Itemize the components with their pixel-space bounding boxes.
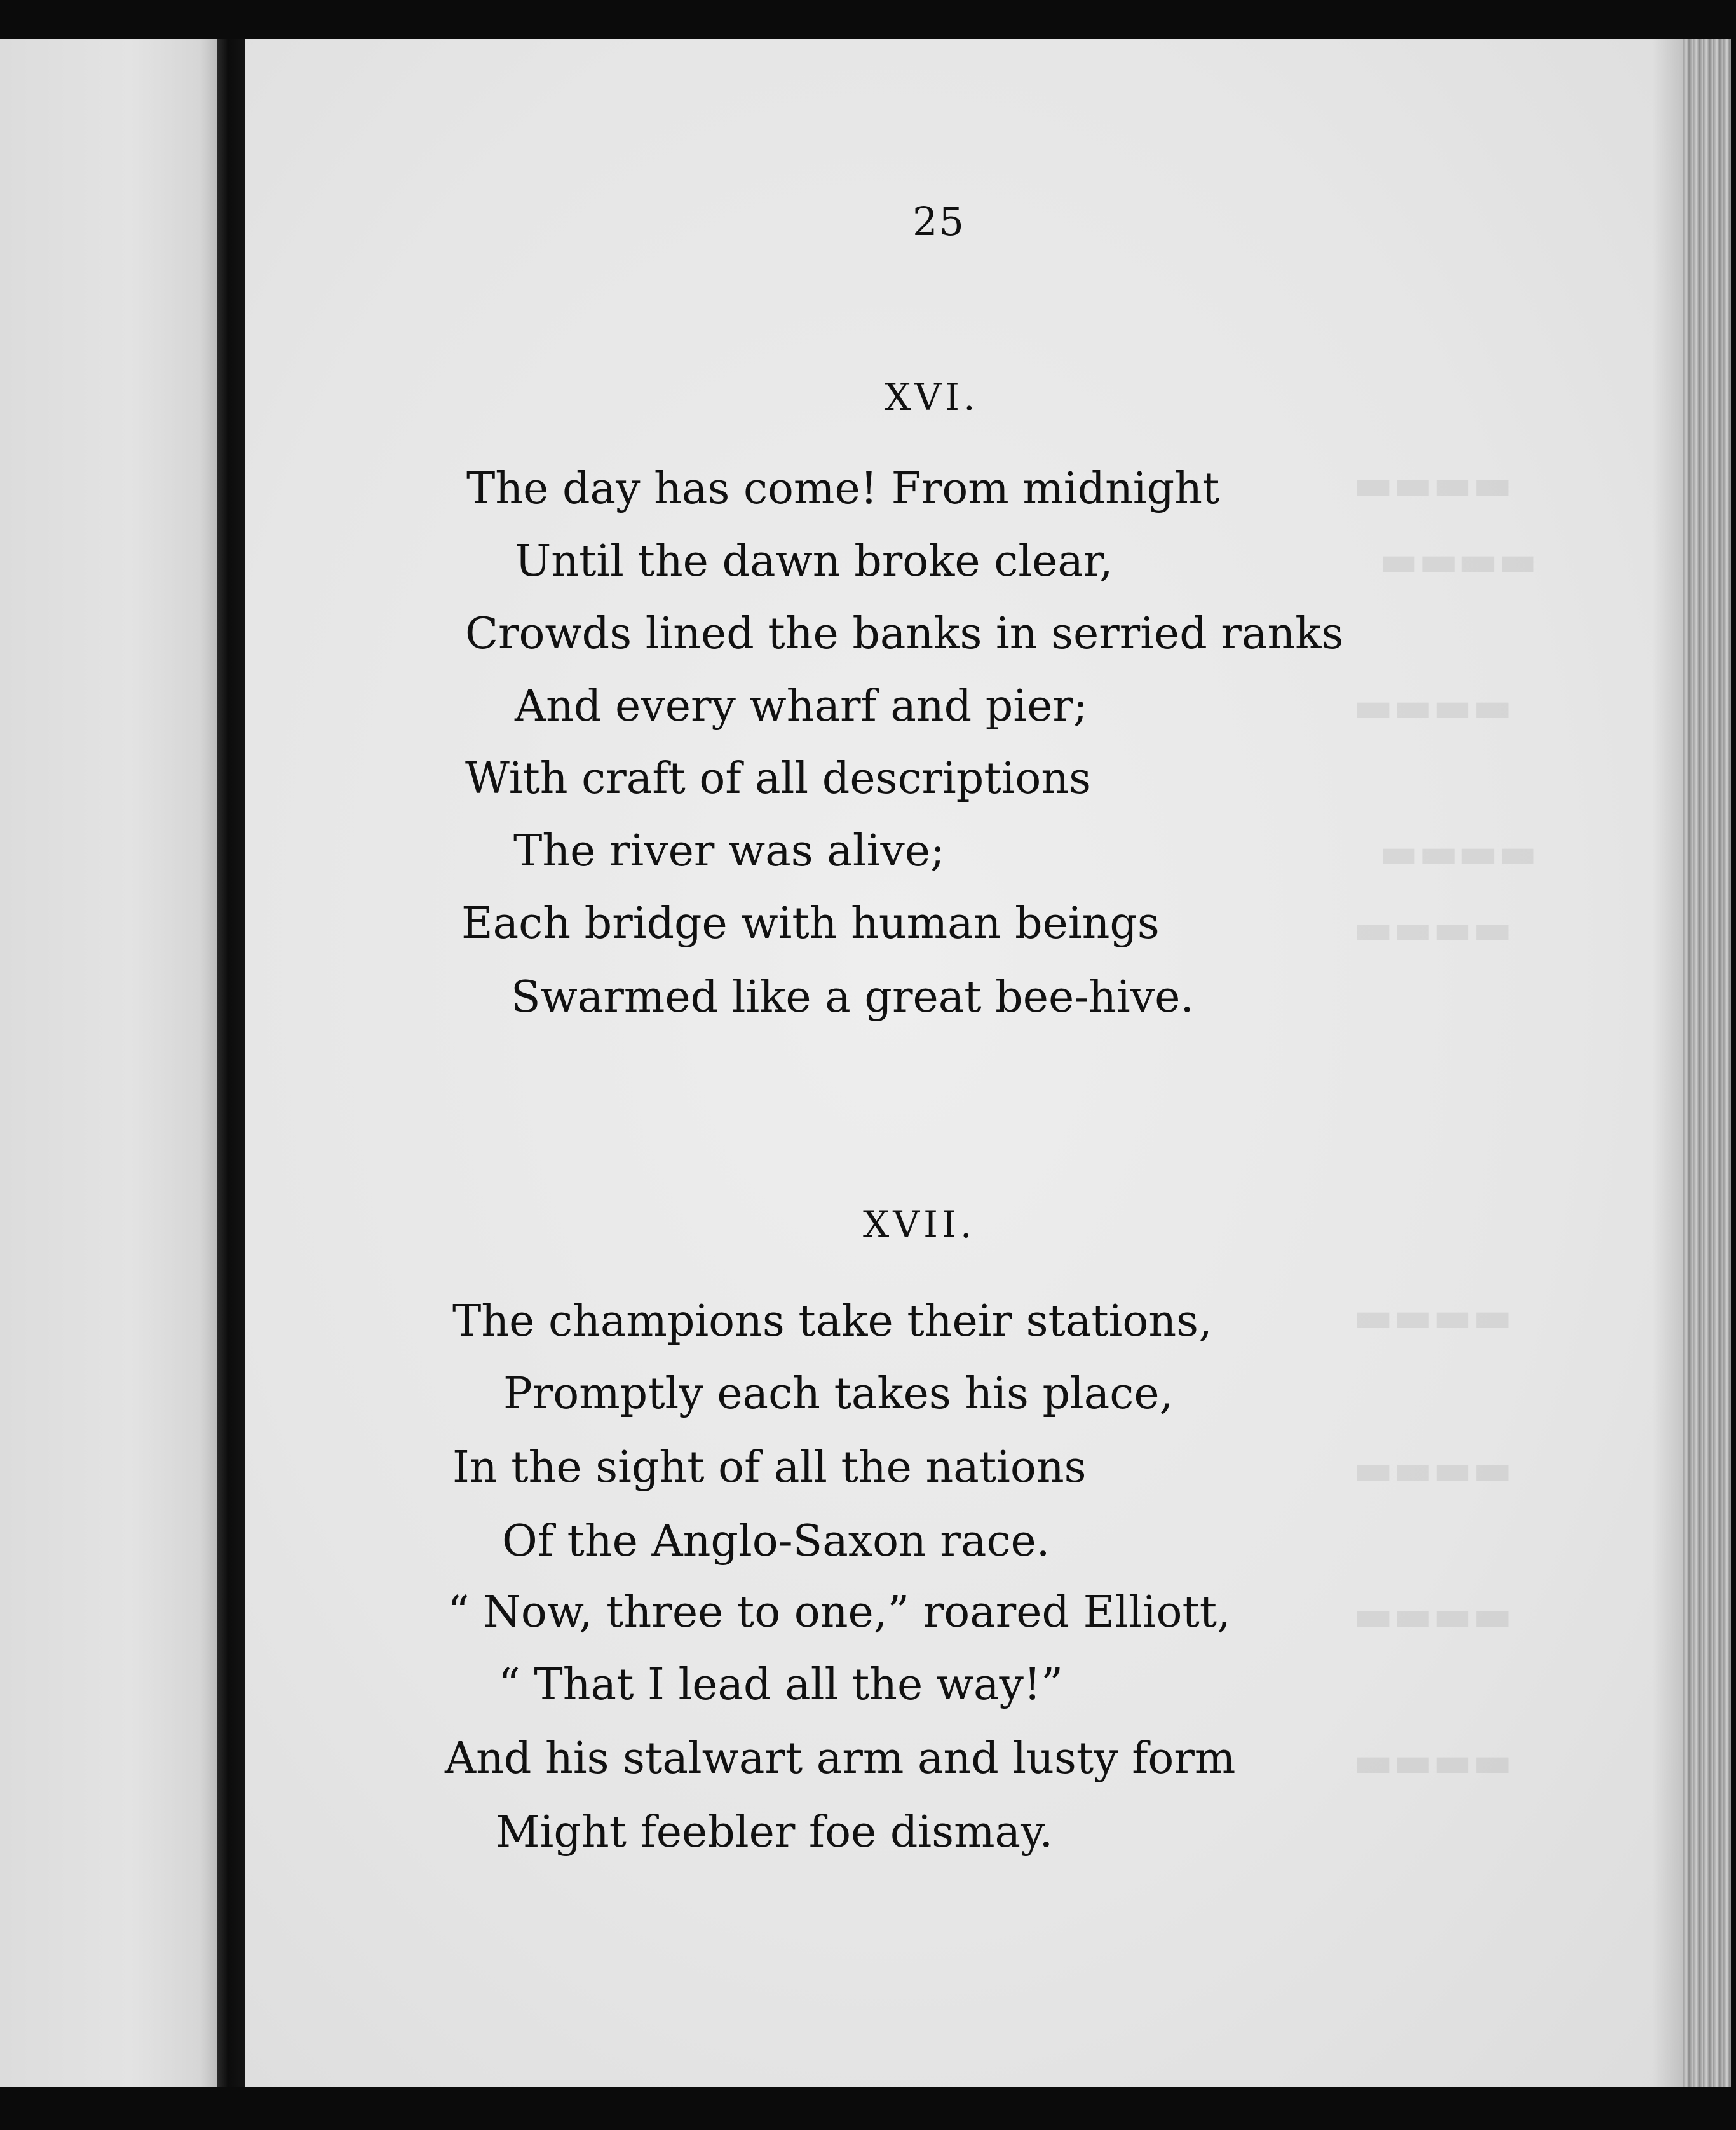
poem-line: “ That I lead all the way!” xyxy=(498,1660,1064,1710)
poem-line: Of the Anglo-Saxon race. xyxy=(502,1516,1050,1566)
poem-line: Promptly each takes his place, xyxy=(503,1369,1174,1419)
poem-line: Swarmed like a great bee-hive. xyxy=(511,972,1194,1022)
page-edges xyxy=(1683,39,1731,2087)
poem-line: And his stalwart arm and lusty form xyxy=(445,1733,1236,1784)
poem-line: Until the dawn broke clear, xyxy=(515,536,1113,587)
stanza-numeral: XVI. xyxy=(885,376,979,419)
book-gutter xyxy=(217,39,245,2087)
poem-line: Crowds lined the banks in serried ranks xyxy=(465,609,1344,659)
poem-line: With craft of all descriptions xyxy=(465,754,1092,804)
page-shadow xyxy=(1652,39,1683,2087)
poem-line: Might feebler foe dismay. xyxy=(496,1807,1054,1857)
page-number: 25 xyxy=(912,198,965,245)
poem-line: Each bridge with human beings xyxy=(461,899,1160,949)
poem-line: The river was alive; xyxy=(513,826,945,876)
poem-line: In the sight of all the nations xyxy=(452,1442,1087,1493)
facing-page-left xyxy=(0,39,217,2087)
poem-line: “ Now, three to one,” roared Elliott, xyxy=(447,1587,1231,1638)
poem-line: And every wharf and pier; xyxy=(515,681,1088,731)
stanza-numeral: XVII. xyxy=(863,1203,976,1246)
poem-line: The day has come! From midnight xyxy=(466,464,1220,514)
poem-line: The champions take their stations, xyxy=(452,1296,1212,1347)
